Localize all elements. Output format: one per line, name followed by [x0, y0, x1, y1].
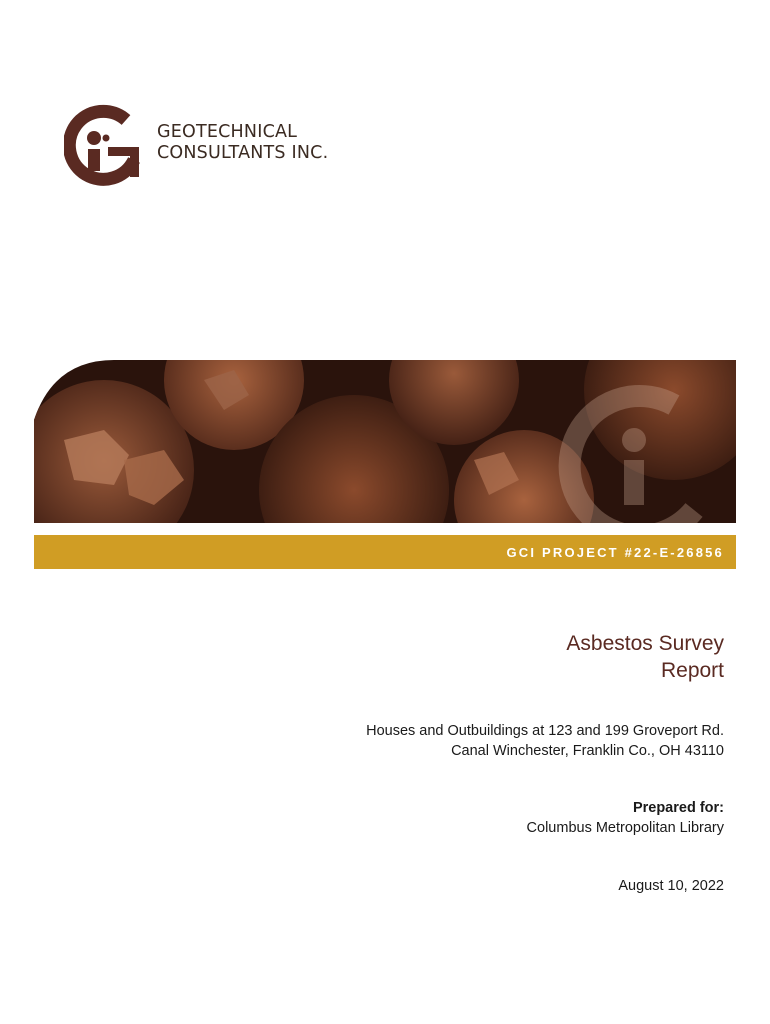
- company-name-line2: CONSULTANTS INC.: [157, 143, 329, 163]
- company-name-line1: GEOTECHNICAL: [157, 122, 298, 142]
- prepared-for-label: Prepared for:: [632, 800, 724, 816]
- soil-samples-banner: [34, 360, 736, 523]
- prepared-for-block: [324, 798, 724, 838]
- company-logo: [64, 102, 354, 186]
- site-address-line2: Canal Winchester, Franklin Co., OH 43110: [451, 743, 724, 759]
- gci-logo-icon: [64, 102, 148, 186]
- client-name: Columbus Metropolitan Library: [526, 820, 724, 836]
- project-number-band: [34, 535, 736, 569]
- report-title-line1: Asbestos Survey: [566, 632, 724, 655]
- site-address-line1: Houses and Outbuildings at 123 and 199 Groveport Rd.: [366, 723, 724, 739]
- report-title-line2: Report: [660, 659, 724, 682]
- company-name: [157, 122, 328, 164]
- report-date: August 10, 2022: [618, 878, 724, 894]
- project-number: GCI PROJECT #22-E-26856: [506, 544, 724, 560]
- report-title: [324, 630, 724, 684]
- site-address: [264, 721, 724, 761]
